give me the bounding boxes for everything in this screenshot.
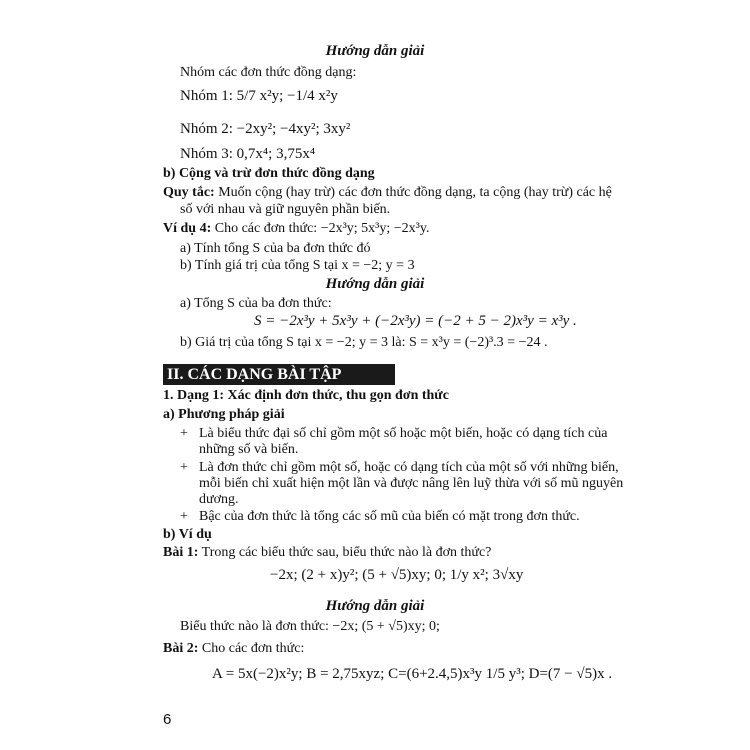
type-1-heading: 1. Dạng 1: Xác định đơn thức, thu gọn đơn thức: [163, 388, 449, 403]
example-4-line: [163, 222, 429, 236]
sum-equation: S = −2x³y + 5x³y + (−2x³y) = (−2 + 5 − 2)x³y = x³y .: [254, 313, 577, 329]
method-line: mỗi biến chỉ xuất hiện một lần và được nâng lên luỹ thừa với số mũ nguyên: [199, 476, 624, 491]
answer-a-line: a) Tổng S của ba đơn thức:: [180, 296, 332, 311]
exercise-2-label: Bài 2:: [163, 641, 199, 656]
bullet-icon: +: [180, 509, 188, 524]
text-line: Nhóm các đơn thức đồng dạng:: [180, 65, 357, 80]
method-line: Bậc của đơn thức là tổng các số mũ của biến có mặt trong đơn thức.: [199, 509, 580, 524]
method-line: Là biểu thức đại số chỉ gồm một số hoặc một biến, hoặc có dạng tích của: [199, 426, 608, 441]
bullet-icon: +: [180, 426, 188, 441]
examples-heading: b) Ví dụ: [163, 527, 212, 542]
section-b-heading: b) Cộng và trừ đơn thức đồng dạng: [163, 166, 375, 181]
answer-line: Biểu thức nào là đơn thức: −2x; (5 + √5)xy; 0;: [180, 619, 440, 634]
exercise-2-line: [163, 642, 304, 656]
example-4-text: Cho các đơn thức: −2x³y; 5x³y; −2x³y.: [211, 221, 430, 236]
monomials-line: A = 5x(−2)x²y; B = 2,75xyz; C=(6+2.4,5)x³y 1/5 y³; D=(7 − √5)x .: [212, 666, 613, 682]
exercise-1-line: [163, 546, 491, 560]
example-4-label: Ví dụ 4:: [163, 221, 212, 236]
solution-heading-3: Hướng dẫn giải: [325, 598, 425, 614]
method-heading: a) Phương pháp giải: [163, 407, 285, 422]
task-a: a) Tính tổng S của ba đơn thức đó: [180, 241, 371, 256]
group-2-line: Nhóm 2: −2xy²; −4xy²; 3xy²: [180, 121, 351, 137]
bullet-icon: +: [180, 460, 188, 475]
exercise-2-text: Cho các đơn thức:: [198, 641, 305, 656]
exercise-1-text: Trong các biểu thức sau, biểu thức nào là đơn thức?: [198, 545, 492, 560]
method-line: những số và biến.: [199, 442, 299, 457]
solution-heading-2: Hướng dẫn giải: [325, 276, 425, 292]
method-line: Là đơn thức chỉ gồm một số, hoặc có dạng tích của một số với những biến,: [199, 460, 619, 475]
exercise-1-label: Bài 1:: [163, 545, 199, 560]
group-1-line: Nhóm 1: 5/7 x²y; −1/4 x²y: [180, 88, 338, 104]
page-number: 6: [163, 711, 172, 728]
solution-heading-1: Hướng dẫn giải: [325, 43, 425, 59]
rule-line-2: số với nhau và giữ nguyên phần biến.: [180, 202, 391, 217]
group-3-line: Nhóm 3: 0,7x⁴; 3,75x⁴: [180, 146, 316, 162]
section-banner: II. CÁC DẠNG BÀI TẬP: [163, 364, 395, 385]
rule-line: [163, 186, 612, 200]
rule-label: Quy tắc:: [163, 185, 215, 200]
answer-b-line: b) Giá trị của tổng S tại x = −2; y = 3 là: S = x³y = (−2)³.3 = −24 .: [180, 335, 548, 350]
task-b: b) Tính giá trị của tổng S tại x = −2; y = 3: [180, 258, 415, 273]
expressions-line: −2x; (2 + x)y²; (5 + √5)xy; 0; 1/y x²; 3√xy: [270, 567, 524, 583]
rule-text: Muốn cộng (hay trừ) các đơn thức đồng dạng, ta cộng (hay trừ) các hệ: [214, 185, 612, 200]
method-line: dương.: [199, 492, 239, 507]
